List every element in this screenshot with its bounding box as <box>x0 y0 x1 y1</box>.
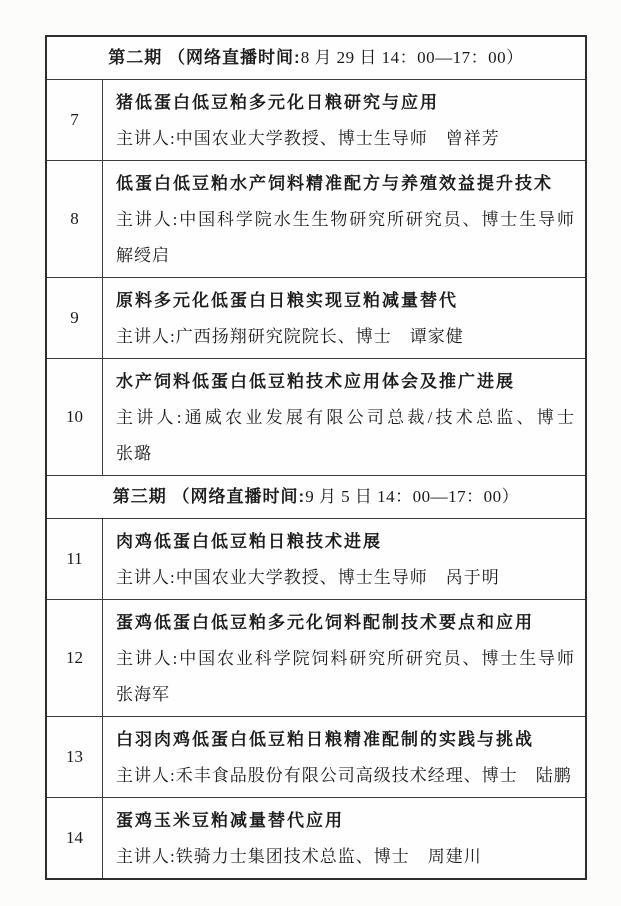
speaker-line: 张海军 <box>116 685 170 704</box>
speaker-line: 主讲人:广西扬翔研究院院长、博士 谭家健 <box>116 327 464 346</box>
schedule-table <box>45 35 587 880</box>
lecture-title: 蛋鸡低蛋白低豆粕多元化饲料配制技术要点和应用 <box>116 613 534 632</box>
lecture-cell <box>103 798 585 878</box>
row-number: 14 <box>47 798 103 878</box>
speaker-line: 张璐 <box>116 444 152 463</box>
table-row <box>47 716 585 797</box>
lecture-cell <box>103 278 585 358</box>
speaker-line: 主讲人:通威农业发展有限公司总裁/技术总监、博士 <box>116 408 575 427</box>
table-row <box>47 599 585 716</box>
speaker-line: 主讲人:禾丰食品股份有限公司高级技术经理、博士 陆鹏 <box>116 766 572 785</box>
row-number: 12 <box>47 600 103 716</box>
session-header-title: 第三期 （网络直播时间: <box>112 487 306 506</box>
speaker-line: 主讲人:中国科学院水生生物研究所研究员、博士生导师 <box>116 210 575 229</box>
lecture-cell <box>103 161 585 277</box>
lecture-title: 原料多元化低蛋白日粮实现豆粕减量替代 <box>116 291 458 310</box>
lecture-cell <box>103 600 585 716</box>
row-number: 7 <box>47 80 103 160</box>
session-header-time: 9 月 5 日 14：00—17：00） <box>305 487 520 506</box>
lecture-title: 水产饲料低蛋白低豆粕技术应用体会及推广进展 <box>116 372 515 391</box>
lecture-title: 白羽肉鸡低蛋白低豆粕日粮精准配制的实践与挑战 <box>116 730 534 749</box>
row-number: 8 <box>47 161 103 277</box>
row-number: 9 <box>47 278 103 358</box>
table-row <box>47 358 585 475</box>
session-header <box>47 475 585 518</box>
session-header <box>47 37 585 79</box>
lecture-cell <box>103 359 585 475</box>
speaker-line: 主讲人:中国农业大学教授、博士生导师 呙于明 <box>116 568 500 587</box>
row-number: 11 <box>47 519 103 599</box>
session-header-time: 8 月 29 日 14：00—17：00） <box>300 48 524 67</box>
lecture-title: 猪低蛋白低豆粕多元化日粮研究与应用 <box>116 93 439 112</box>
lecture-title: 肉鸡低蛋白低豆粕日粮技术进展 <box>116 532 382 551</box>
speaker-line: 主讲人:中国农业科学院饲料研究所研究员、博士生导师 <box>116 649 575 668</box>
speaker-line: 主讲人:中国农业大学教授、博士生导师 曾祥芳 <box>116 129 500 148</box>
table-row <box>47 79 585 160</box>
lecture-title: 低蛋白低豆粕水产饲料精准配方与养殖效益提升技术 <box>116 174 553 193</box>
lecture-cell <box>103 80 585 160</box>
speaker-line: 主讲人:铁骑力士集团技术总监、博士 周建川 <box>116 847 482 866</box>
speaker-line: 解绶启 <box>116 246 170 265</box>
lecture-cell <box>103 717 585 797</box>
lecture-cell <box>103 519 585 599</box>
table-row <box>47 277 585 358</box>
lecture-title: 蛋鸡玉米豆粕减量替代应用 <box>116 811 344 830</box>
session-header-title: 第二期 （网络直播时间: <box>108 48 301 67</box>
table-row <box>47 518 585 599</box>
row-number: 10 <box>47 359 103 475</box>
row-number: 13 <box>47 717 103 797</box>
table-row <box>47 160 585 277</box>
table-row <box>47 797 585 878</box>
